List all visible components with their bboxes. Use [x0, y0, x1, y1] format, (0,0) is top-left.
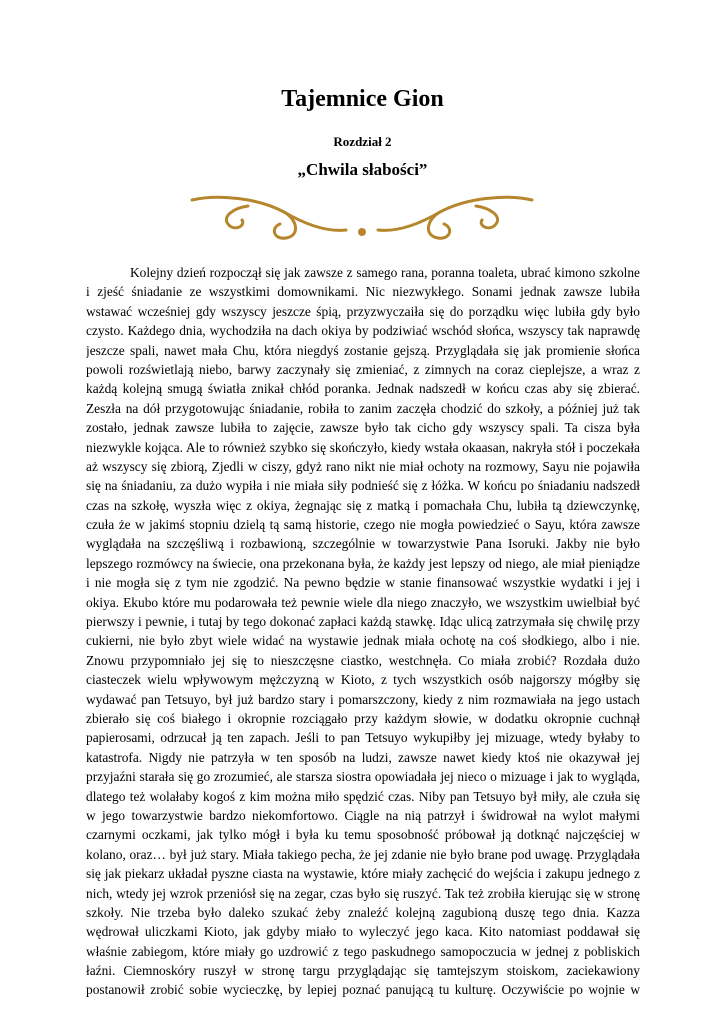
body-text-line: aż wszyscy się zbiorą, Zjedli w ciszy, gdyż rano nikt nie miał ochoty na rozmowy, Sayu nie pojawiła [86, 458, 640, 474]
body-text-line: czas na szkołę, wyszła więc z okiya, żegnając się z matką i pomachała Chu, lubiła tą dziewczynkę, [86, 497, 640, 513]
body-text-line: powoli rozświetlają niebo, barwy zaczynały się zmieniać, z zimnych na coraz cieplejsze, a wraz z [86, 361, 640, 377]
body-text-line: nich, wtedy jej wzrok przeniósł się na zegar, czas było się ruszyć. Tak też zrobiła kierując się w stronę [86, 885, 640, 901]
body-text-line: pierwszy i pewnie, i tutaj by tego dokonać zapłaci każdą stawkę. Idąc ulicą zatrzymała się chwilę przy [86, 614, 640, 630]
body-text-line: każdą kolejną smugą światła znikał chłód poranka. Jednak nadszedł w końcu czas aby się zbierać. [86, 381, 640, 397]
body-text-line: i zjeść śniadanie ze wszystkimi domownikami. Nic niezwykłego. Sonami jednak zawsze lubiła [86, 284, 640, 300]
body-text-line: czarnymi oczkami, jak tylko mógł i była ku temu sposobność próbował ją dotknąć najczęściej w [86, 827, 640, 843]
body-text-line: Zeszła na dół przygotowując śniadanie, robiła to zanim zaczęła chodzić do szkoły, a później już tak [86, 400, 640, 416]
body-text-line: w jego towarzystwie bardzo niekomfortowo. Ciągle na nią patrzył i świdrował na wylot małymi [86, 807, 640, 823]
body-text-line: się jak piekarz układał pyszne ciasta na wystawie, które miały zachęcić do wejścia i zakupu jednego z [86, 866, 640, 882]
body-text-line: zostało, jednak zawsze lubiła to zajęcie, zawsze było tak cicho gdy wszyscy spali. Ta cisza była [86, 420, 640, 436]
body-text-line: jeszcze spali, nawet mała Chu, która niegdyś zostanie gejszą. Przyglądała się jak promienie słońca [86, 342, 640, 358]
body-text-line: niezwykle kojąca. Ale to również szybko się skończyło, kiedy wstała okaasan, nakryła stół i poczekała [86, 439, 640, 455]
body-text-line: lepszego rozmówcy na świecie, ona przekonana była, że każdy jest lepszy od niego, ale miał pieniądze [86, 555, 640, 571]
body-text-line: wydawać pan Tetsuyo, był już bardzo stary i pomarszczony, kiedy z nim rozmawiała na jego ustach [86, 691, 640, 707]
body-text-line: postanowił zrobić sobie wycieczkę, by lepiej poznać panującą tu kulturę. Oczywiście po wojnie w [86, 982, 640, 998]
body-text-line: kolano, oraz… był już stary. Miała takiego pecha, że jej zdanie nie było brane pod uwagę. Przyglądała [86, 846, 640, 862]
body-paragraph [86, 263, 640, 1000]
body-text-line: wyglądała na szczęśliwą i rozbawioną, szczególnie w towarzystwie Pana Isoruki. Jakby nie było [86, 536, 640, 552]
body-text-line: okiya. Ekubo które mu podarowała też pewnie wiele dla niego znaczyło, we wszystkim uwielbiał być [86, 594, 640, 610]
body-text-line: właśnie zabiegom, które miały go uzdrowić z tego paskudnego samopoczucia w jednej z pobliskich [86, 943, 640, 959]
body-text-line: Kolejny dzień rozpoczął się jak zawsze z samego rana, poranna toaleta, ubrać kimono szkolne [130, 265, 640, 280]
body-text-line: czysto. Każdego dnia, wychodziła na dach okiya by podziwiać wschód słońca, wszyscy tak naprawdę [86, 323, 640, 339]
body-text-line: cukierni, nie było zbyt wiele widać na wystawie jednak miała ochotę na coś słodkiego, albo i nie. [86, 633, 640, 649]
body-text-line: przyjaźni starała się go zrozumieć, ale starsza siostra opowiadała jej nieco o mizuage i jak to wygląda, [86, 769, 640, 785]
chapter-heading: Rozdział 2 [333, 134, 392, 149]
body-text-line: Znowu przypomniało jej się to nieszczęsne ciastko, westchnęła. Co miała zrobić? Rozdała dużo [86, 652, 640, 668]
page-title: Tajemnice Gion [281, 86, 444, 112]
body-text-line: wstawać wcześniej gdy wszyscy jeszcze śpią, przyzwyczaiła się do porządku więc lubiła gdy było [86, 303, 640, 319]
body-text-line: dlatego też wolałaby kogoś z kim można miło spędzić czas. Niby pan Tetsuyo był miły, ale czuła się [86, 788, 640, 804]
body-text-line: łaźni. Ciemnoskóry ruszył w stronę targu przyglądając się tamtejszym stoiskom, zaciekawiony [86, 963, 640, 979]
body-text-line: papierosami, odrzucał ją ten zapach. Jeśli to pan Tetsuyo wykupiłby jej mizuage, wtedy byłaby to [86, 730, 640, 746]
body-text-line: wędrował uliczkami Kioto, jak gdyby miało to wyleczyć jego kaca. Kito natomiast poddawał się [86, 924, 640, 940]
body-text-line: ciasteczek wielu wpływowym mężczyzną w Kioto, z tych wszystkich osób najgorszy mógłby się [86, 672, 640, 688]
ornamental-divider-icon [188, 192, 536, 246]
body-text-line: czuła że w jakimś stopniu dzielą tą samą historie, czego nie mogła powiedzieć o Sayu, która zawsze [86, 517, 640, 533]
chapter-subtitle: „Chwila słabości” [297, 160, 428, 179]
body-text-line: katastrofa. Nigdy nie patrzyła w ten sposób na ludzi, zawsze nawet kiedy ktoś nie okazywał jej [86, 749, 640, 765]
body-text-line: szkoły. Nie trzeba było daleko szukać żeby znaleźć kolejną zagubioną duszę tego dnia. Kazza [86, 904, 640, 920]
body-text-line: zbierało się coś białego i okropnie rozciągało przy każdym słowie, w dodatku okropnie cuchnął [86, 710, 640, 726]
body-text-line: się na śniadaniu, za dużo wypiła i nie miała siły podnieść się z łóżka. W końcu po śniadaniu nadszedł [86, 478, 640, 494]
body-text-line: i nie mogła się z tym nie zgodzić. Na pewno będzie w stanie finansować wszystkie wydatki i jej i [86, 575, 640, 591]
